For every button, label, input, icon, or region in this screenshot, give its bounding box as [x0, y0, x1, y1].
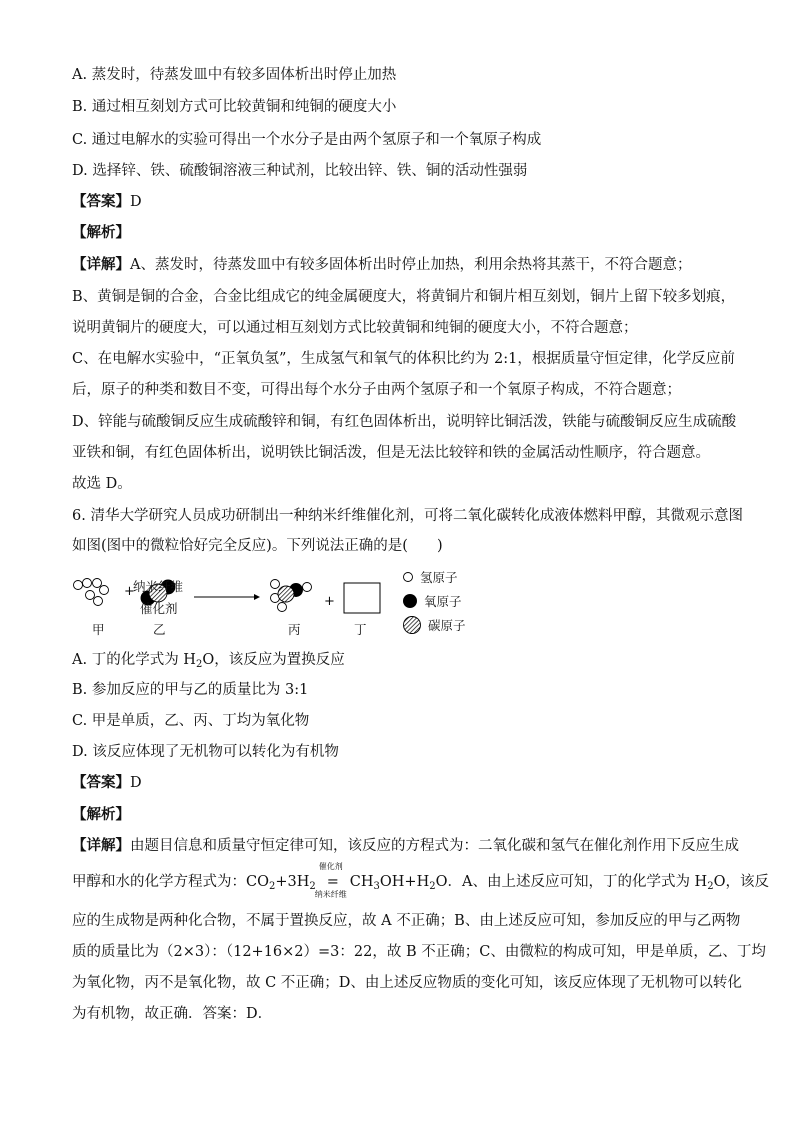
q5-option-d: D. 选择锌、铁、硫酸铜溶液三种试剂，比较出锌、铁、铜的活动性强弱 — [72, 163, 528, 179]
q6-answer-line — [72, 773, 142, 793]
atom-legend — [402, 565, 466, 637]
q5-detail-line-6: D、锌能与硫酸铜反应生成硫酸锌和铜，有红色固体析出，说明锌比铜活泼，铁能与硫酸铜反应生成硫酸 — [72, 414, 737, 430]
answer-value: D — [130, 194, 142, 210]
q6-option-b: B. 参加反应的甲与乙的质量比为 3:1 — [72, 682, 309, 698]
detail-text: A、蒸发时，待蒸发皿中有较多固体析出时停止加热，利用余热将其蒸干，不符合题意； — [130, 257, 692, 273]
reaction-arrow — [194, 594, 260, 600]
q5-option-c: C. 通过电解水的实验可得出一个水分子是由两个氢原子和一个氧原子构成 — [72, 132, 542, 148]
eq-part: CH — [349, 874, 374, 890]
q6-option-a — [72, 650, 345, 670]
q6-option-c: C. 甲是单质，乙、丙、丁均为氧化物 — [72, 713, 310, 729]
label-ding: 丁 — [354, 622, 367, 637]
q5-detail-line-1 — [72, 255, 691, 275]
carbon-atom-icon — [402, 615, 422, 635]
eq-sub: 3 — [373, 881, 380, 892]
legend-hydrogen — [402, 565, 466, 589]
q6-option-a-pre: A. 丁的化学式为 H — [72, 652, 196, 668]
eq-cond-bottom: 纳米纤维 — [314, 890, 347, 899]
eq-cond-top: 催化剂 — [318, 862, 343, 871]
eq-part: +3H — [275, 874, 310, 890]
detail-tag: 【详解】 — [72, 256, 130, 273]
eq-part: O．A、由上述反应可知，丁的化学式为 H — [435, 874, 708, 890]
q6-option-a-sub: 2 — [195, 659, 203, 670]
answer-tag: 【答案】 — [72, 193, 130, 210]
q5-detail-line-2: B、黄铜是铜的合金，合金比组成它的纯金属硬度大，将黄铜片和铜片相互刻划，铜片上留下较多划痕， — [72, 289, 736, 305]
hydrogen-molecules — [74, 579, 109, 606]
q5-detail-line-4: C、在电解水实验中，“正氧负氢”，生成氢气和氧气的体积比约为 2:1，根据质量守恒定律，化学反应前 — [72, 351, 735, 367]
eq-condition — [314, 862, 350, 899]
q5-analysis-tag: 【解析】 — [72, 224, 130, 241]
label-yi: 乙 — [153, 622, 166, 637]
eq-sub: 2 — [268, 881, 276, 892]
plus-sign-1: + — [124, 584, 135, 599]
q6-option-a-post: O，该反应为置换反应 — [202, 652, 345, 668]
q5-detail-line-3: 说明黄铜片的硬度大，可以通过相互刻划方式比较黄铜和纯铜的硬度大小，不符合题意； — [72, 320, 638, 336]
q5-detail-line-7: 亚铁和铜，有红色固体析出，说明铁比铜活泼，但是无法比较锌和铁的金属活动性顺序，符合题意。 — [72, 445, 710, 461]
q5-detail-line-8: 故选 D。 — [72, 476, 132, 492]
arrow-label-bottom: 催化剂 — [140, 601, 178, 616]
q6-detail-line-3: 应的生成物是两种化合物，不属于置换反应，故 A 不正确；B、由上述反应可知，参加反应的甲与乙两物 — [72, 913, 741, 929]
eq-sub: 2 — [429, 881, 436, 892]
legend-hydrogen-label: 氢原子 — [420, 570, 458, 585]
plus-sign-2: + — [324, 594, 335, 609]
eq-part: OH+H — [379, 874, 430, 890]
q6-equation-line — [72, 862, 769, 899]
q5-detail-line-5: 后，原子的种类和数目不变，可得出每个水分子由两个氢原子和一个氧原子构成，不符合题意； — [72, 382, 681, 398]
q6-detail-line-4: 质的质量比为（2×3）：（12+16×2）=3：22，故 B 不正确；C、由微粒的构成可知，甲是单质，乙、丁均 — [72, 944, 766, 960]
eq-part: O，该反 — [713, 874, 769, 890]
q6-stem-line-2: 如图(图中的微粒恰好完全反应)。下列说法正确的是( ) — [72, 538, 443, 554]
label-bing: 丙 — [288, 622, 301, 637]
detail-text: 由题目信息和质量守恒定律可知，该反应的方程式为：二氧化碳和氢气在催化剂作用下反应生成 — [130, 838, 739, 854]
arrow-label-top: 纳米纤维 — [133, 579, 184, 594]
eq-sub: 2 — [707, 881, 714, 892]
hydrogen-atom-icon — [402, 571, 414, 583]
q6-detail-line-5: 为氧化物，丙不是氧化物，故 C 不正确；D、由上述反应物质的变化可知，该反应体现了无机物可以转化 — [72, 975, 742, 991]
legend-carbon-label: 碳原子 — [428, 618, 466, 633]
unknown-product-box — [344, 583, 380, 613]
q6-detail-line-6: 为有机物，故正确．答案：D． — [72, 1006, 273, 1022]
answer-tag: 【答案】 — [72, 774, 130, 791]
q6-analysis-tag: 【解析】 — [72, 806, 130, 823]
q5-answer-line — [72, 192, 142, 212]
q5-option-b: B. 通过相互刻划方式可比较黄铜和纯铜的硬度大小 — [72, 99, 397, 115]
methanol-molecule — [271, 580, 312, 612]
answer-value: D — [130, 775, 142, 791]
detail-tag: 【详解】 — [72, 837, 130, 854]
q6-option-d: D. 该反应体现了无机物可以转化为有机物 — [72, 744, 339, 760]
legend-oxygen — [402, 589, 466, 613]
eq-part: 甲醇和水的化学方程式为：CO — [72, 874, 269, 890]
q6-detail-line-1 — [72, 836, 739, 856]
q5-option-a: A. 蒸发时，待蒸发皿中有较多固体析出时停止加热 — [72, 67, 397, 83]
legend-carbon — [402, 613, 466, 637]
eq-sub: 2 — [309, 881, 316, 892]
eq-sign: = — [326, 874, 339, 890]
label-jia: 甲 — [92, 622, 105, 637]
q6-stem-line-1: 6. 清华大学研究人员成功研制出一种纳米纤维催化剂，可将二氧化碳转化成液体燃料甲醇，其微观示意图 — [72, 508, 743, 524]
oxygen-atom-icon — [402, 593, 418, 609]
legend-oxygen-label: 氧原子 — [424, 594, 462, 609]
